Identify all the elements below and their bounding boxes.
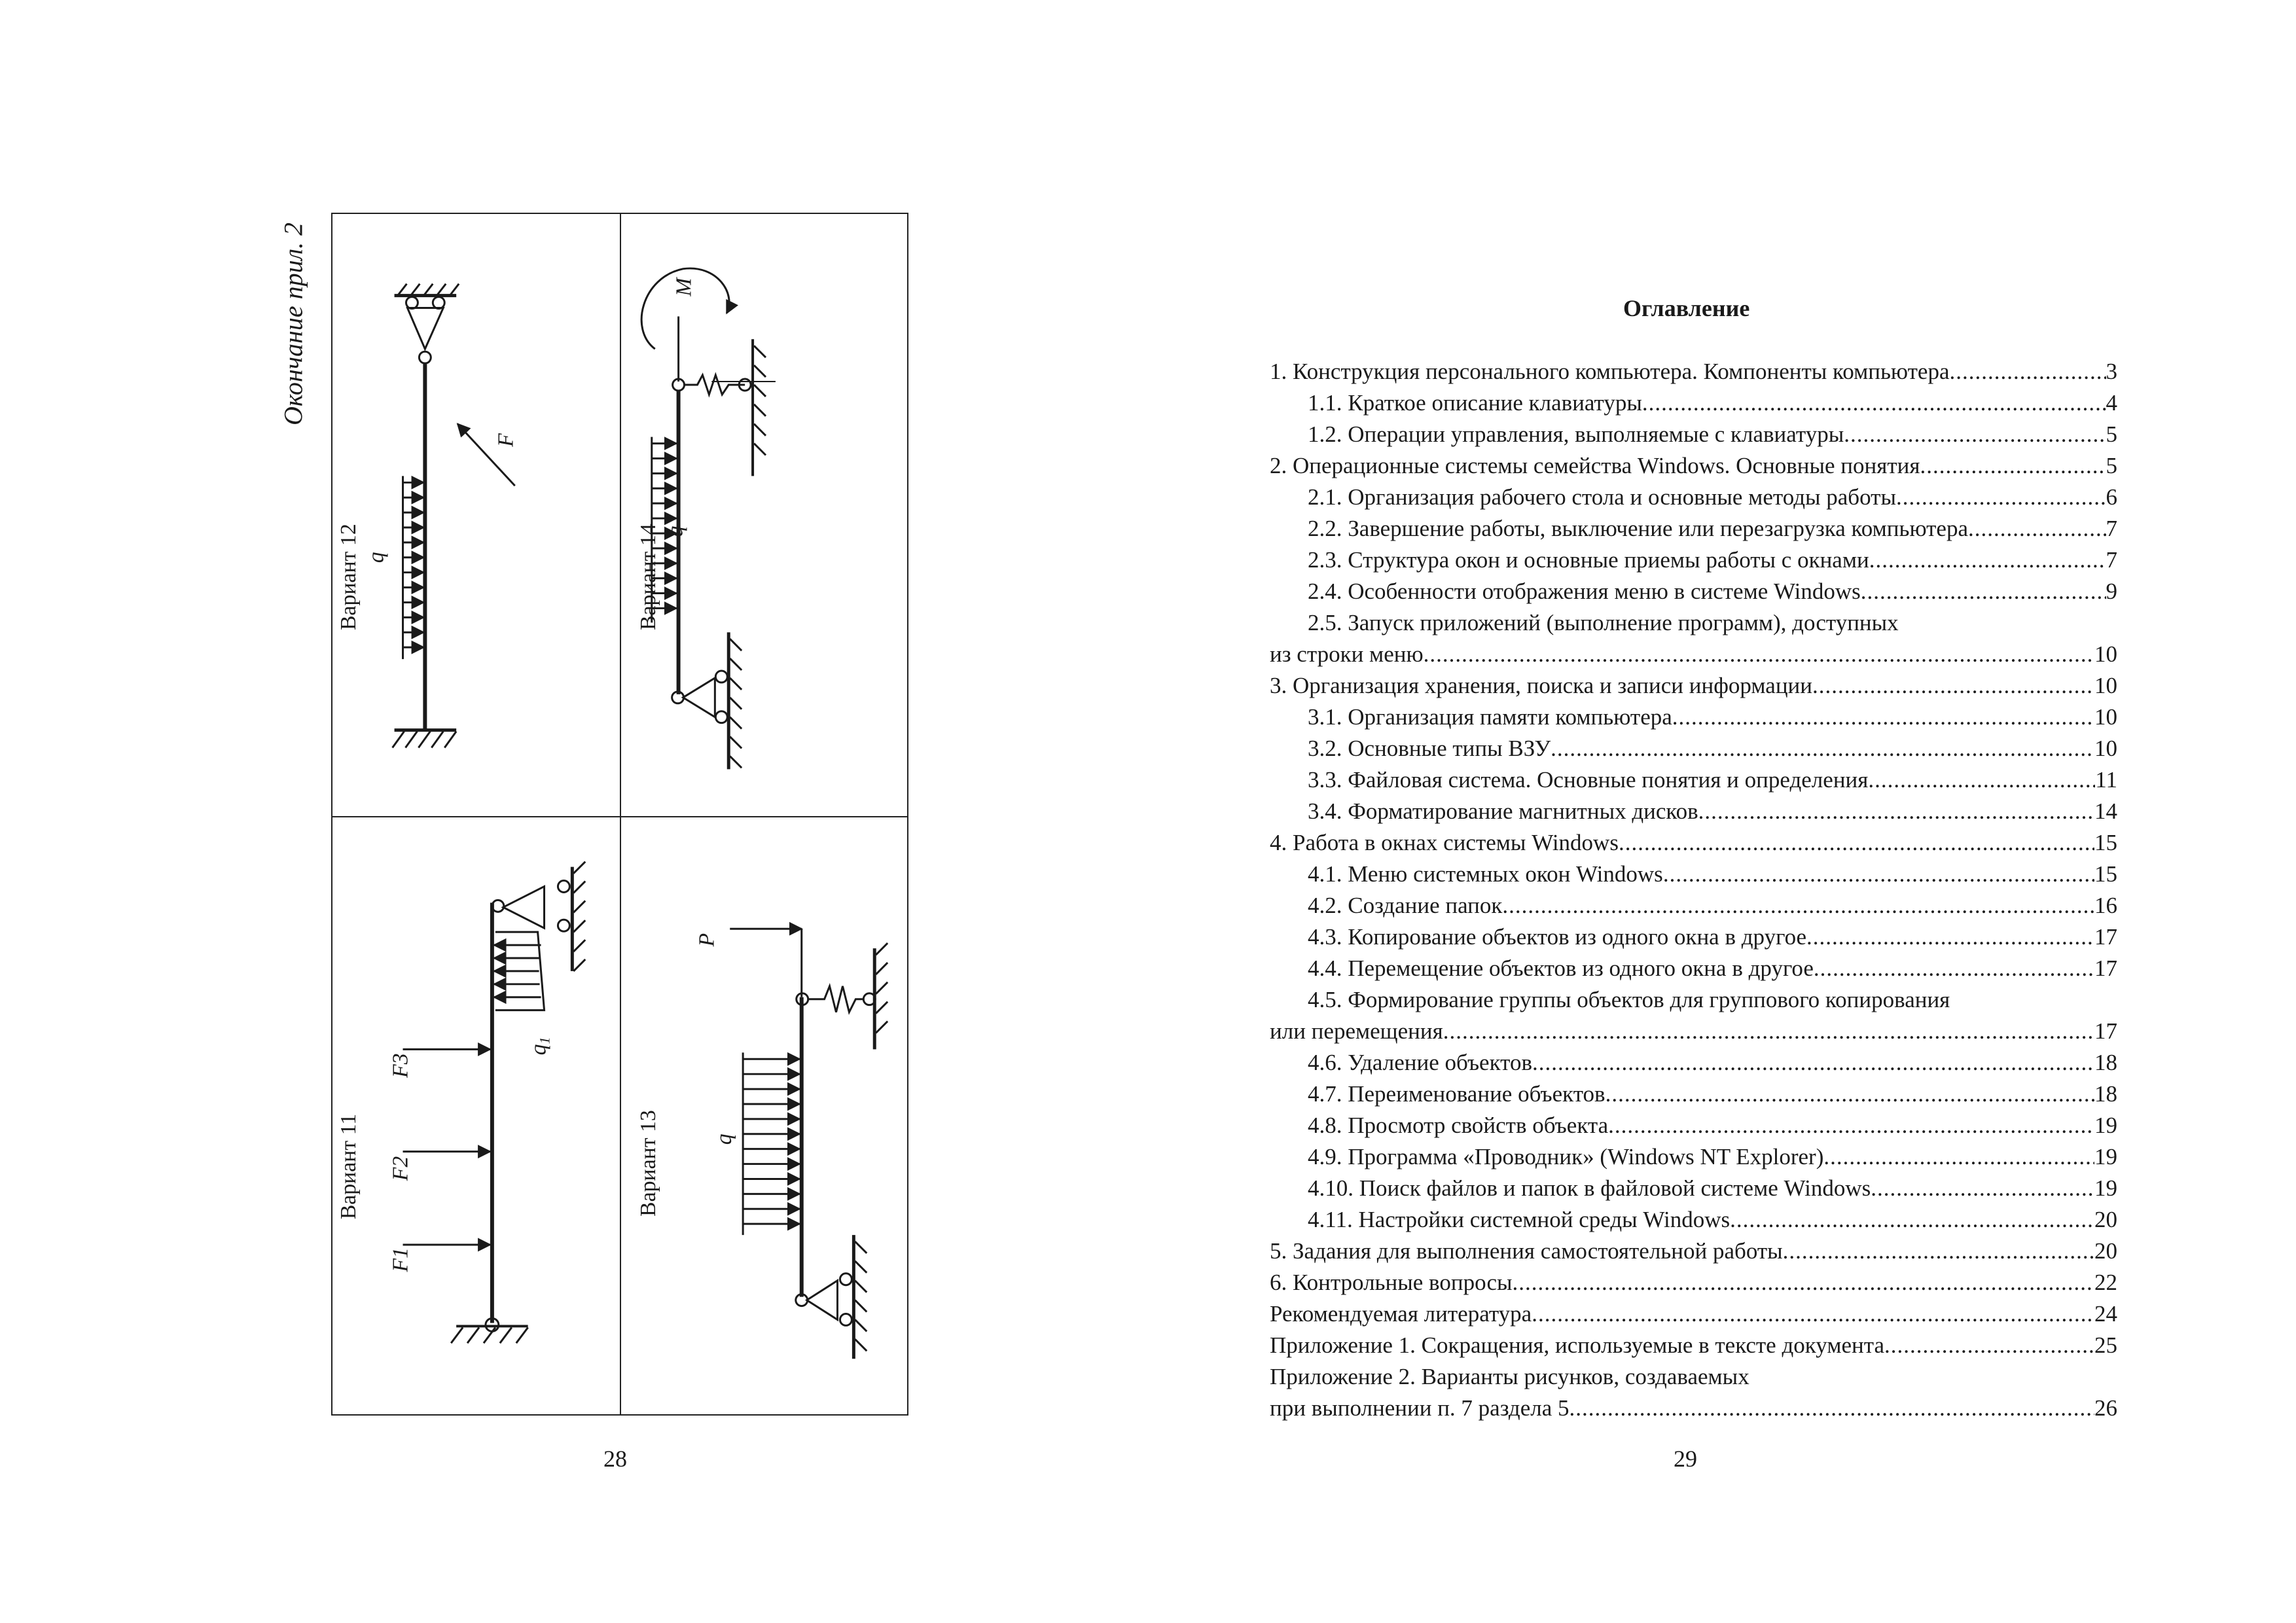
toc-entry-page: 14	[2094, 798, 2117, 824]
toc-dot-leader	[1749, 1361, 2117, 1393]
toc-dot-leader	[1814, 953, 2094, 984]
toc-entry-text: 4.7. Переименование объектов	[1308, 1081, 1605, 1107]
toc-entry-page: 17	[2094, 1018, 2117, 1044]
toc-dot-leader	[1570, 1393, 2095, 1424]
toc-entry	[1270, 576, 2117, 607]
toc-entry	[1270, 1236, 2117, 1267]
table-of-contents	[1270, 356, 2117, 1424]
toc-entry-text: 4.4. Перемещение объектов из одного окна в другое	[1308, 955, 1814, 981]
toc-entry-text: 3.3. Файловая система. Основные понятия и определения	[1308, 767, 1869, 793]
toc-entry-text: 4.2. Создание папок	[1308, 893, 1503, 918]
toc-entry	[1270, 953, 2117, 984]
toc-dot-leader	[1502, 890, 2094, 921]
toc-entry-text: 3. Организация хранения, поиска и записи информации	[1270, 673, 1813, 698]
toc-dot-leader	[1812, 670, 2094, 702]
toc-entry	[1270, 607, 2117, 639]
toc-entry	[1270, 764, 2117, 796]
toc-entry-page: 16	[2094, 893, 2117, 918]
toc-dot-leader	[1608, 1110, 2094, 1141]
toc-entry-text: 4.10. Поиск файлов и папок в файловой системе Windows	[1308, 1175, 1871, 1201]
toc-dot-leader	[1532, 1047, 2094, 1079]
variant-11-f3-label: F3	[388, 1053, 413, 1079]
toc-entry-text: 4.11. Настройки системной среды Windows	[1308, 1207, 1731, 1232]
toc-entry	[1270, 670, 2117, 702]
variant-11-q1-label: q1	[526, 1037, 553, 1056]
toc-entry	[1270, 796, 2117, 827]
toc-entry	[1270, 544, 2117, 576]
toc-entry	[1270, 827, 2117, 859]
toc-entry	[1270, 356, 2117, 387]
variant-12-label: Вариант 12	[336, 524, 361, 631]
toc-entry	[1270, 1110, 2117, 1141]
toc-entry	[1270, 1267, 2117, 1298]
toc-entry-page: 11	[2095, 767, 2117, 793]
variant-14-label: Вариант 14	[636, 524, 660, 631]
toc-entry-text: при выполнении п. 7 раздела 5	[1270, 1395, 1570, 1421]
toc-entry-text: 3.4. Форматирование магнитных дисков	[1308, 798, 1698, 824]
toc-dot-leader	[1663, 859, 2094, 890]
toc-entry	[1270, 1173, 2117, 1204]
toc-entry-text: 3.2. Основные типы ВЗУ	[1308, 736, 1551, 761]
toc-entry-page: 18	[2094, 1081, 2117, 1107]
toc-dot-leader	[1869, 544, 2106, 576]
toc-entry-text: 2.1. Организация рабочего стола и основные методы работы	[1308, 484, 1896, 510]
variant-13-q-label: q	[712, 1133, 737, 1145]
toc-entry-page: 22	[2094, 1270, 2117, 1295]
variant-11-diagram	[403, 862, 586, 1344]
toc-dot-leader	[1949, 356, 2106, 387]
variant-13-label: Вариант 13	[636, 1110, 660, 1217]
toc-entry-text: 2.4. Особенности отображения меню в системе Windows	[1308, 579, 1861, 604]
toc-entry-text: 6. Контрольные вопросы	[1270, 1270, 1513, 1295]
toc-entry-page: 15	[2094, 830, 2117, 855]
toc-entry-text: 5. Задания для выполнения самостоятельной работы	[1270, 1238, 1783, 1264]
toc-entry-text: 4.9. Программа «Проводник» (Windows NT Explorer)	[1308, 1144, 1824, 1169]
toc-entry-page: 3	[2106, 359, 2117, 384]
toc-dot-leader	[1783, 1236, 2094, 1267]
toc-entry	[1270, 1016, 2117, 1047]
toc-entry	[1270, 1298, 2117, 1330]
toc-dot-leader	[1642, 387, 2106, 419]
toc-entry	[1270, 1079, 2117, 1110]
toc-entry-page: 9	[2106, 579, 2117, 604]
toc-dot-leader	[1619, 827, 2094, 859]
toc-entry	[1270, 482, 2117, 513]
toc-entry-text: 2.2. Завершение работы, выключение или перезагрузка компьютера	[1308, 516, 1969, 541]
page-number-right: 29	[1674, 1446, 1697, 1472]
toc-entry	[1270, 921, 2117, 953]
toc-dot-leader	[1672, 702, 2094, 733]
toc-entry	[1270, 890, 2117, 921]
toc-entry-text: 4.8. Просмотр свойств объекта	[1308, 1113, 1609, 1138]
toc-entry-page: 17	[2094, 924, 2117, 950]
toc-entry-text: 1.1. Краткое описание клавиатуры	[1308, 390, 1642, 416]
toc-entry-text: 4.5. Формирование группы объектов для группового копирования	[1308, 987, 1950, 1012]
toc-entry-page: 10	[2094, 704, 2117, 730]
toc-entry	[1270, 450, 2117, 482]
toc-entry-page: 19	[2094, 1175, 2117, 1201]
toc-dot-leader	[1532, 1298, 2094, 1330]
appendix-header	[274, 216, 313, 432]
toc-dot-leader	[1899, 607, 2117, 639]
toc-entry-text: 4. Работа в окнах системы Windows	[1270, 830, 1619, 855]
toc-entry	[1270, 1141, 2117, 1173]
toc-entry-text: Приложение 1. Сокращения, используемые в тексте документа	[1270, 1332, 1884, 1358]
variants-drawing	[332, 214, 907, 1414]
toc-entry-page: 7	[2106, 516, 2117, 541]
toc-entry-page: 18	[2094, 1050, 2117, 1075]
toc-entry	[1270, 419, 2117, 450]
variant-11-f2-label: F2	[388, 1156, 413, 1181]
toc-entry-page: 20	[2094, 1207, 2117, 1232]
toc-entry	[1270, 1330, 2117, 1361]
toc-entry-text: 2.3. Структура окон и основные приемы работы с окнами	[1308, 547, 1869, 573]
variant-12-q-label: q	[364, 552, 389, 563]
toc-dot-leader	[1551, 733, 2094, 764]
toc-entry-page: 25	[2094, 1332, 2117, 1358]
toc-entry	[1270, 639, 2117, 670]
toc-entry-text: 4.3. Копирование объектов из одного окна в другое	[1308, 924, 1807, 950]
toc-entry-text: или перемещения	[1270, 1018, 1443, 1044]
toc-dot-leader	[1950, 984, 2117, 1016]
variant-12-diagram	[393, 284, 515, 748]
variant-11-q1-subscript: 1	[536, 1037, 553, 1044]
toc-entry	[1270, 513, 2117, 544]
toc-dot-leader	[1871, 1173, 2094, 1204]
toc-entry-text: 3.1. Организация памяти компьютера	[1308, 704, 1672, 730]
variant-12-f-label: F	[493, 433, 518, 447]
toc-dot-leader	[1443, 1016, 2094, 1047]
toc-entry-text: 2. Операционные системы семейства Windows. Основные понятия	[1270, 453, 1920, 478]
toc-entry-text: Рекомендуемая литература	[1270, 1301, 1532, 1327]
toc-entry-page: 19	[2094, 1113, 2117, 1138]
variant-14-q-label: q	[663, 526, 688, 537]
toc-dot-leader	[1605, 1079, 2094, 1110]
toc-entry-text: 1.2. Операции управления, выполняемые с клавиатуры	[1308, 421, 1844, 447]
toc-entry	[1270, 1361, 2117, 1393]
toc-entry-page: 24	[2094, 1301, 2117, 1327]
toc-entry-text: из строки меню	[1270, 641, 1424, 667]
variant-14-m-label: M	[672, 277, 696, 296]
toc-dot-leader	[1920, 450, 2106, 482]
toc-entry	[1270, 1393, 2117, 1424]
toc-entry-page: 10	[2094, 736, 2117, 761]
toc-dot-leader	[1513, 1267, 2095, 1298]
toc-entry-page: 4	[2106, 390, 2117, 416]
toc-dot-leader	[1806, 921, 2094, 953]
page-number-left: 28	[603, 1446, 627, 1472]
toc-entry-text: Приложение 2. Варианты рисунков, создаваемых	[1270, 1364, 1749, 1389]
toc-entry	[1270, 984, 2117, 1016]
toc-entry-page: 15	[2094, 861, 2117, 887]
toc-dot-leader	[1823, 1141, 2094, 1173]
toc-entry-text: 2.5. Запуск приложений (выполнение программ), доступных	[1308, 610, 1899, 635]
toc-dot-leader	[1884, 1330, 2094, 1361]
toc-entry	[1270, 1047, 2117, 1079]
toc-entry-text: 4.1. Меню системных окон Windows	[1308, 861, 1663, 887]
toc-entry-page: 5	[2106, 453, 2117, 478]
toc-entry-page: 26	[2094, 1395, 2117, 1421]
toc-entry-text: 1. Конструкция персонального компьютера. Компоненты компьютера	[1270, 359, 1950, 384]
variants-figure-grid	[331, 213, 908, 1416]
toc-entry	[1270, 1204, 2117, 1236]
toc-title: Оглавление	[1623, 295, 1750, 321]
toc-entry-page: 10	[2094, 673, 2117, 698]
toc-entry-text: 4.6. Удаление объектов	[1308, 1050, 1532, 1075]
appendix-header-text: Окончание прил. 2	[278, 222, 308, 426]
toc-entry-page: 17	[2094, 955, 2117, 981]
toc-entry-page: 10	[2094, 641, 2117, 667]
toc-dot-leader	[1424, 639, 2094, 670]
variant-11-label: Вариант 11	[336, 1113, 361, 1220]
toc-entry	[1270, 702, 2117, 733]
toc-entry-page: 20	[2094, 1238, 2117, 1264]
toc-dot-leader	[1730, 1204, 2094, 1236]
toc-entry-page: 5	[2106, 421, 2117, 447]
toc-dot-leader	[1844, 419, 2106, 450]
toc-entry-page: 7	[2106, 547, 2117, 573]
variant-13-p-label: P	[694, 933, 719, 947]
toc-entry-page: 6	[2106, 484, 2117, 510]
toc-dot-leader	[1896, 482, 2106, 513]
toc-dot-leader	[1861, 576, 2106, 607]
variant-14-diagram	[641, 268, 776, 769]
variant-13-diagram	[730, 929, 888, 1359]
variant-11-f1-label: F1	[388, 1247, 413, 1272]
toc-entry	[1270, 859, 2117, 890]
toc-entry	[1270, 733, 2117, 764]
toc-dot-leader	[1968, 513, 2106, 544]
toc-dot-leader	[1868, 764, 2095, 796]
toc-entry	[1270, 387, 2117, 419]
toc-dot-leader	[1698, 796, 2094, 827]
toc-entry-page: 19	[2094, 1144, 2117, 1169]
